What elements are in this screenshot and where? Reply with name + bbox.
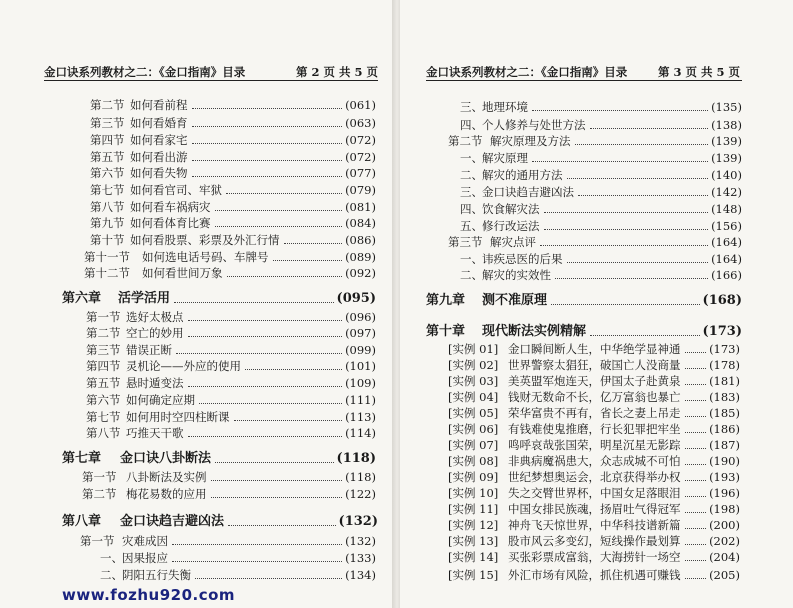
toc-entry-label: 第一节: [86, 310, 121, 324]
toc-leader-dots: [685, 544, 706, 545]
left-toc-entry: [90, 231, 376, 249]
toc-entry-title: 解灾点评: [490, 235, 536, 249]
toc-leader-dots: [532, 161, 708, 162]
toc-entry-page-number: (134): [345, 568, 376, 582]
toc-entry-page-number: (185): [709, 406, 740, 420]
toc-entry-label: 第十一节: [84, 250, 130, 264]
toc-leader-dots: [192, 143, 342, 144]
left-toc-entry: [86, 324, 376, 342]
left-toc-entry: [90, 164, 376, 182]
left-toc-entry: [90, 214, 376, 232]
toc-entry-label: 第四节: [86, 359, 121, 373]
toc-leader-dots: [195, 578, 342, 579]
toc-entry-title: 解灾的实效性: [482, 268, 551, 282]
toc-entry-title: 如何看体育比赛: [130, 216, 211, 230]
toc-entry-title: 活学活用: [118, 291, 171, 306]
toc-leader-dots: [284, 243, 342, 244]
toc-leader-dots: [211, 480, 342, 481]
toc-entry-label: 第十节: [90, 233, 125, 247]
toc-entry-page-number: (089): [345, 250, 376, 264]
toc-entry-label: 第七节: [90, 183, 125, 197]
toc-entry-page-number: (183): [709, 390, 740, 404]
right-header-title: 金口诀系列教材之二：《金口指南》目录: [426, 65, 628, 79]
toc-entry-label: 第二节: [90, 98, 125, 112]
toc-entry-page-number: (097): [345, 326, 376, 340]
toc-leader-dots: [215, 226, 342, 227]
toc-entry-page-number: (101): [345, 359, 376, 373]
toc-entry-label: [实例 02]: [448, 358, 499, 372]
toc-entry-title: 灾难成因: [122, 534, 168, 548]
toc-entry-label: [实例 03]: [448, 374, 499, 388]
toc-entry-label: 第九章: [426, 293, 466, 308]
toc-entry-page-number: (081): [345, 200, 376, 214]
toc-entry-label: 第十二节: [84, 266, 130, 280]
toc-entry-title: 世纪梦想奥运会，北京获得举办权: [508, 470, 681, 484]
toc-leader-dots: [172, 561, 342, 562]
toc-entry-title: 如何看前程: [130, 98, 188, 112]
toc-entry-title: 金口诀趋吉避凶法: [482, 185, 574, 199]
toc-entry-page-number: (118): [345, 470, 376, 484]
right-header-rule: [426, 80, 742, 81]
toc-entry-page-number: (173): [709, 342, 740, 356]
left-toc-entry: [82, 485, 376, 503]
left-toc-entry: [62, 450, 376, 468]
toc-leader-dots: [685, 464, 706, 465]
toc-leader-dots: [685, 528, 706, 529]
toc-entry-title: 空亡的妙用: [126, 326, 184, 340]
toc-entry-label: [实例 08]: [448, 454, 499, 468]
right-page: [400, 0, 793, 608]
toc-leader-dots: [685, 496, 706, 497]
toc-entry-title: 神舟飞天惊世界，中华科技谱新篇: [508, 518, 681, 532]
toc-entry-page-number: (096): [345, 310, 376, 324]
toc-entry-label: [实例 01]: [448, 342, 499, 356]
toc-entry-page-number: (187): [709, 438, 740, 452]
toc-entry-title: 灵机论——外应的使用: [126, 359, 241, 373]
toc-entry-title: 有钱难使鬼推磨，行长犯罪把牢坐: [508, 422, 681, 436]
toc-leader-dots: [685, 384, 706, 385]
toc-entry-label: 第一节: [80, 534, 115, 548]
toc-entry-label: 第八节: [90, 200, 125, 214]
toc-entry-page-number: (148): [711, 202, 742, 216]
toc-leader-dots: [555, 278, 708, 279]
toc-entry-page-number: (079): [345, 183, 376, 197]
toc-leader-dots: [188, 436, 342, 437]
toc-leader-dots: [685, 416, 706, 417]
toc-leader-dots: [540, 245, 708, 246]
toc-entry-page-number: (099): [345, 343, 376, 357]
toc-entry-page-number: (156): [711, 219, 742, 233]
toc-entry-label: 第七章: [62, 451, 102, 466]
right-toc-entry: [426, 292, 742, 310]
toc-entry-page-number: (114): [345, 426, 376, 440]
toc-leader-dots: [215, 210, 342, 211]
toc-entry-title: 股市风云多变幻，短线操作最划算: [508, 534, 681, 548]
left-toc-entry: [100, 566, 376, 584]
toc-entry-page-number: (204): [709, 550, 740, 564]
toc-entry-label: [实例 10]: [448, 486, 499, 500]
toc-entry-page-number: (200): [709, 518, 740, 532]
toc-leader-dots: [188, 386, 342, 387]
toc-entry-label: [实例 14]: [448, 550, 499, 564]
toc-entry-title: 中国女排民族魂，扬眉吐气得冠军: [508, 502, 681, 516]
toc-entry-page-number: (168): [702, 293, 742, 308]
toc-entry-label: 二、: [100, 568, 123, 582]
toc-entry-title: 如何看失物: [130, 166, 188, 180]
toc-entry-page-number: (072): [345, 150, 376, 164]
toc-entry-label: [实例 05]: [448, 406, 499, 420]
toc-entry-page-number: (140): [711, 168, 742, 182]
toc-entry-page-number: (113): [345, 410, 376, 424]
toc-entry-title: 现代断法实例精解: [482, 324, 587, 339]
toc-leader-dots: [567, 178, 708, 179]
toc-entry-label: [实例 12]: [448, 518, 499, 532]
toc-entry-title: 八卦断法及实例: [126, 470, 207, 484]
toc-leader-dots: [174, 302, 334, 303]
left-header-page-number: 第 2 页 共 5 页: [296, 65, 379, 79]
toc-leader-dots: [685, 578, 706, 579]
toc-entry-label: 二、: [460, 168, 483, 182]
toc-entry-title: 悬时遁变法: [126, 376, 184, 390]
toc-entry-label: 第八节: [86, 426, 121, 440]
left-toc-entry: [62, 290, 376, 308]
toc-entry-label: 四、: [460, 202, 483, 216]
toc-entry-title: 错误正断: [126, 343, 172, 357]
left-toc-entry: [80, 532, 376, 550]
toc-entry-page-number: (164): [711, 252, 742, 266]
toc-entry-title: 如何看婚育: [130, 116, 188, 130]
toc-entry-page-number: (095): [336, 291, 376, 306]
toc-entry-title: 选好太极点: [126, 310, 184, 324]
toc-entry-title: 梅花易数的应用: [126, 487, 207, 501]
right-toc-entry: [460, 149, 742, 167]
toc-entry-label: 一、: [460, 252, 483, 266]
left-toc-entry: [62, 513, 378, 531]
toc-entry-title: 鸣呼哀哉张国荣，明星沉星无影踪: [508, 438, 681, 452]
toc-leader-dots: [567, 262, 708, 263]
right-toc-entry: [460, 98, 742, 116]
toc-entry-label: 第六章: [62, 291, 102, 306]
toc-entry-label: 第五节: [90, 150, 125, 164]
toc-entry-title: 失之交臂世界杯，中国女足落眼泪: [508, 486, 681, 500]
toc-entry-page-number: (132): [338, 514, 378, 529]
toc-entry-title: 巧推天干歌: [126, 426, 184, 440]
toc-entry-title: 饮食解灾法: [482, 202, 540, 216]
toc-leader-dots: [575, 144, 708, 145]
toc-entry-page-number: (166): [711, 268, 742, 282]
toc-entry-title: 金口诀八卦断法: [120, 451, 212, 466]
toc-entry-title: 讳疾忌医的后果: [482, 252, 563, 266]
toc-entry-page-number: (202): [709, 534, 740, 548]
toc-entry-label: 三、: [460, 185, 483, 199]
toc-leader-dots: [188, 336, 342, 337]
toc-entry-label: [实例 04]: [448, 390, 499, 404]
toc-entry-title: 外汇市场有风险，抓住机遇可赚钱: [508, 568, 681, 582]
right-toc-entry: [448, 233, 742, 251]
toc-leader-dots: [199, 403, 342, 404]
toc-entry-title: 金口瞬间断人生，中华绝学显神通: [508, 342, 681, 356]
toc-entry-page-number: (122): [345, 487, 376, 501]
toc-entry-label: 第二节: [86, 326, 121, 340]
toc-entry-title: 如何用时空四柱断课: [126, 410, 230, 424]
toc-entry-title: 解灾的通用方法: [482, 168, 563, 182]
toc-entry-page-number: (193): [709, 470, 740, 484]
toc-entry-page-number: (205): [709, 568, 740, 582]
toc-entry-title: 因果报应: [122, 551, 168, 565]
toc-entry-title: 测不准原理: [482, 293, 548, 308]
toc-entry-title: 如何看世间万象: [142, 266, 223, 280]
left-toc-entry: [84, 264, 376, 282]
toc-leader-dots: [578, 195, 708, 196]
toc-entry-label: 第七节: [86, 410, 121, 424]
right-toc-entry: [460, 166, 742, 184]
left-page: [0, 0, 394, 608]
toc-entry-title: 如何选电话号码、车牌号: [142, 250, 269, 264]
toc-entry-title: 修行改运法: [482, 219, 540, 233]
toc-entry-title: 如何看出游: [130, 150, 188, 164]
toc-entry-label: 第九节: [90, 216, 125, 230]
toc-entry-label: 第六节: [90, 166, 125, 180]
toc-entry-label: [实例 09]: [448, 470, 499, 484]
toc-entry-label: 四、: [460, 118, 483, 132]
toc-leader-dots: [532, 110, 708, 111]
toc-entry-label: 二、: [460, 268, 483, 282]
toc-entry-page-number: (173): [702, 324, 742, 339]
toc-entry-page-number: (138): [711, 118, 742, 132]
left-toc-entry: [82, 468, 376, 486]
toc-entry-page-number: (086): [345, 233, 376, 247]
toc-leader-dots: [685, 448, 706, 449]
toc-entry-title: 阴阳五行失衡: [122, 568, 191, 582]
toc-entry-label: 五、: [460, 219, 483, 233]
toc-entry-page-number: (061): [345, 98, 376, 112]
site-watermark: www.fozhu920.com: [62, 586, 236, 604]
toc-leader-dots: [215, 462, 334, 463]
toc-leader-dots: [176, 353, 342, 354]
toc-leader-dots: [192, 108, 342, 109]
toc-entry-page-number: (190): [709, 454, 740, 468]
toc-entry-page-number: (109): [345, 376, 376, 390]
left-toc-entry: [90, 131, 376, 149]
toc-leader-dots: [226, 193, 342, 194]
toc-leader-dots: [685, 352, 706, 353]
toc-leader-dots: [192, 176, 342, 177]
toc-entry-page-number: (118): [336, 451, 376, 466]
toc-entry-label: 第一节: [82, 470, 117, 484]
right-toc-entry: [460, 183, 742, 201]
toc-entry-page-number: (186): [709, 422, 740, 436]
toc-entry-page-number: (111): [345, 393, 376, 407]
toc-entry-page-number: (181): [709, 374, 740, 388]
toc-entry-title: 如何看股票、彩票及外汇行情: [130, 233, 280, 247]
toc-leader-dots: [234, 420, 342, 421]
toc-entry-page-number: (084): [345, 216, 376, 230]
toc-entry-label: 第二节: [82, 487, 117, 501]
toc-leader-dots: [685, 512, 706, 513]
toc-leader-dots: [544, 229, 708, 230]
toc-entry-title: 如何确定应期: [126, 393, 195, 407]
toc-entry-label: 第三节: [90, 116, 125, 130]
toc-entry-label: [实例 07]: [448, 438, 499, 452]
left-header-rule: [44, 80, 378, 81]
toc-entry-label: 三、: [460, 100, 483, 114]
right-toc-entry: [460, 266, 742, 284]
toc-leader-dots: [685, 368, 706, 369]
toc-leader-dots: [188, 320, 342, 321]
toc-leader-dots: [590, 128, 708, 129]
toc-entry-page-number: (072): [345, 133, 376, 147]
toc-entry-label: 第四节: [90, 133, 125, 147]
toc-entry-label: 第五节: [86, 376, 121, 390]
toc-entry-page-number: (178): [709, 358, 740, 372]
toc-leader-dots: [273, 260, 342, 261]
toc-entry-page-number: (135): [711, 100, 742, 114]
toc-entry-title: 个人修养与处世方法: [482, 118, 586, 132]
toc-entry-page-number: (164): [711, 235, 742, 249]
toc-entry-title: 买张彩票成富翁，大海捞针一场空: [508, 550, 681, 564]
toc-entry-title: 如何看车祸病灾: [130, 200, 211, 214]
toc-entry-title: 地理环境: [482, 100, 528, 114]
right-toc-entry: [460, 200, 742, 218]
toc-leader-dots: [544, 212, 708, 213]
toc-entry-title: 如何看官司、牢狱: [130, 183, 222, 197]
toc-entry-page-number: (198): [709, 502, 740, 516]
toc-entry-page-number: (139): [711, 134, 742, 148]
toc-entry-label: 第三节: [448, 235, 483, 249]
toc-leader-dots: [685, 400, 706, 401]
toc-entry-title: 解灾原理及方法: [490, 134, 571, 148]
toc-entry-label: [实例 13]: [448, 534, 499, 548]
right-toc-entry: [426, 323, 742, 341]
toc-entry-title: 金口诀趋吉避凶法: [120, 514, 225, 529]
toc-leader-dots: [228, 525, 336, 526]
toc-entry-label: [实例 11]: [448, 502, 499, 516]
toc-entry-title: 世界警察太猖狂，破国亡人没商量: [508, 358, 681, 372]
toc-entry-page-number: (139): [711, 151, 742, 165]
toc-leader-dots: [245, 369, 342, 370]
toc-entry-label: 一、: [460, 151, 483, 165]
toc-entry-page-number: (133): [345, 551, 376, 565]
toc-leader-dots: [227, 276, 342, 277]
toc-entry-label: 第八章: [62, 514, 102, 529]
toc-entry-label: 第三节: [86, 343, 121, 357]
left-toc-entry: [86, 424, 376, 442]
right-header-page-number: 第 3 页 共 5 页: [658, 65, 741, 79]
toc-entry-title: 美英盟军炮连天，伊国太子赴黄泉: [508, 374, 681, 388]
left-toc-entry: [90, 114, 376, 132]
toc-entry-page-number: (063): [345, 116, 376, 130]
toc-entry-title: 如何看家宅: [130, 133, 188, 147]
toc-entry-label: [实例 06]: [448, 422, 499, 436]
right-toc-entry: [448, 132, 742, 150]
right-toc-entry: [448, 566, 740, 584]
toc-leader-dots: [685, 560, 706, 561]
toc-entry-title: 解灾原理: [482, 151, 528, 165]
toc-leader-dots: [685, 432, 706, 433]
left-toc-entry: [86, 357, 376, 375]
toc-entry-page-number: (142): [711, 185, 742, 199]
left-toc-entry: [86, 391, 376, 409]
toc-entry-page-number: (196): [709, 486, 740, 500]
toc-entry-title: 非典病魔祸患大，众志成城不可怕: [508, 454, 681, 468]
toc-entry-label: 第十章: [426, 324, 466, 339]
toc-leader-dots: [211, 497, 342, 498]
toc-leader-dots: [192, 126, 342, 127]
toc-leader-dots: [192, 160, 342, 161]
toc-leader-dots: [685, 480, 706, 481]
left-toc-entry: [100, 549, 376, 567]
toc-entry-page-number: (077): [345, 166, 376, 180]
toc-leader-dots: [551, 304, 700, 305]
right-toc-entry: [448, 548, 740, 566]
toc-entry-page-number: (132): [345, 534, 376, 548]
toc-entry-label: 一、: [100, 551, 123, 565]
left-toc-entry: [90, 96, 376, 114]
left-header-title: 金口诀系列教材之二：《金口指南》目录: [44, 65, 246, 79]
toc-leader-dots: [590, 335, 700, 336]
toc-entry-label: [实例 15]: [448, 568, 499, 582]
left-toc-entry: [90, 181, 376, 199]
toc-entry-label: 第六节: [86, 393, 121, 407]
toc-entry-title: 荣华富贵不再有，省长之妻上吊走: [508, 406, 681, 420]
toc-entry-page-number: (092): [345, 266, 376, 280]
toc-entry-title: 钱财无数命不长，亿万富翁也暴亡: [508, 390, 681, 404]
left-toc-entry: [86, 374, 376, 392]
toc-entry-label: 第二节: [448, 134, 483, 148]
toc-leader-dots: [172, 544, 342, 545]
